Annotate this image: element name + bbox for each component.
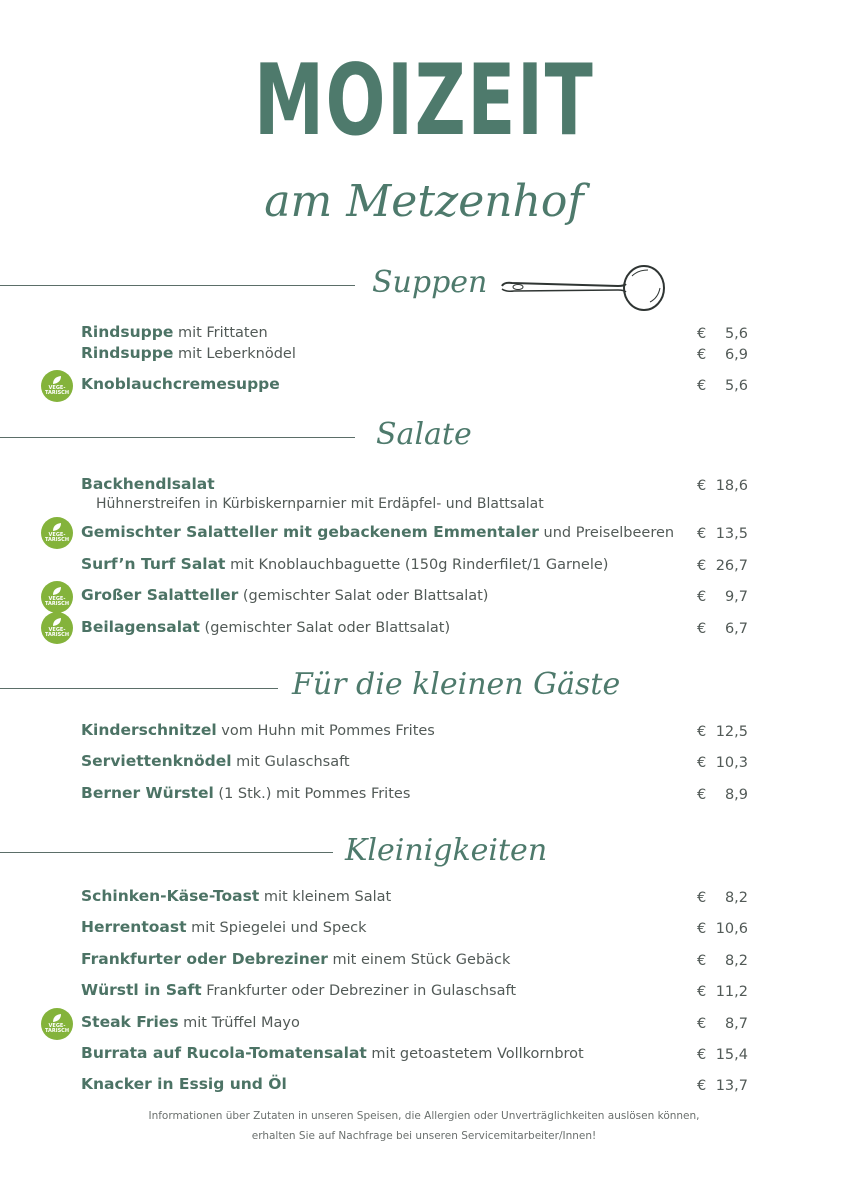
vegetarian-badge-icon	[41, 517, 73, 549]
menu-item-name: Steak Fries	[81, 1013, 179, 1031]
menu-item	[81, 325, 268, 341]
menu-item-description: (gemischter Salat oder Blattsalat)	[238, 588, 489, 604]
menu-item-name: Schinken-Käse-Toast	[81, 887, 260, 905]
menu-item	[81, 620, 450, 636]
currency-symbol: €	[697, 326, 707, 342]
currency-symbol: €	[697, 724, 707, 740]
currency-symbol: €	[697, 1016, 707, 1032]
menu-item	[81, 983, 516, 999]
menu-item-price: 8,9	[724, 787, 748, 803]
menu-item-description: mit Leberknödel	[173, 346, 296, 362]
vegetarian-badge-text: TARISCH	[44, 390, 70, 396]
section-divider	[0, 688, 278, 689]
vegetarian-badge-icon	[41, 581, 73, 613]
menu-item-price: 5,6	[724, 326, 748, 342]
menu-item-name: Knoblauchcremesuppe	[81, 375, 280, 393]
menu-item-price: 11,2	[715, 984, 748, 1000]
vegetarian-badge-text: VEGE-	[48, 596, 66, 602]
menu-item	[81, 588, 488, 604]
section-title-kinder: Für die kleinen Gäste	[292, 667, 621, 702]
menu-item-name: Burrata auf Rucola-Tomatensalat	[81, 1044, 367, 1062]
vegetarian-badge-text: TARISCH	[44, 601, 70, 607]
menu-item-price: 6,9	[724, 347, 748, 363]
menu-item-subtext: Hühnerstreifen in Kürbiskernparnier mit Erdäpfel- und Blattsalat	[96, 496, 544, 512]
menu-item-price: 10,3	[715, 755, 748, 771]
section-divider	[0, 852, 333, 853]
menu-item-description: mit Gulaschsaft	[231, 754, 350, 770]
menu-item	[81, 477, 215, 493]
menu-item-name: Herrentoast	[81, 918, 187, 936]
currency-symbol: €	[697, 1047, 707, 1063]
menu-item-price: 8,2	[724, 953, 748, 969]
menu-item-description: (gemischter Salat oder Blattsalat)	[199, 620, 451, 636]
restaurant-title: MOIZEIT	[253, 44, 595, 158]
menu-item	[81, 786, 410, 802]
menu-item-description: mit Spiegelei und Speck	[186, 920, 367, 936]
allergen-note-line1: Informationen über Zutaten in unseren Speisen, die Allergien oder Unverträglichkeiten auslösen können,	[148, 1110, 700, 1122]
menu-item-price: 15,4	[715, 1047, 748, 1063]
vegetarian-badge-text: VEGE-	[48, 532, 66, 538]
section-title-suppen: Suppen	[372, 265, 488, 300]
section-title-salate: Salate	[376, 417, 472, 452]
menu-item-description: mit Knoblauchbaguette (150g Rinderfilet/1 Garnele)	[225, 557, 609, 573]
menu-item-description: mit Frittaten	[173, 325, 268, 341]
menu-item-name: Kinderschnitzel	[81, 721, 217, 739]
currency-symbol: €	[697, 953, 707, 969]
menu-item-name: Backhendlsalat	[81, 475, 215, 493]
menu-item	[81, 346, 296, 362]
menu-item	[81, 557, 608, 573]
leaf-icon	[52, 375, 62, 385]
menu-item	[81, 920, 367, 936]
vegetarian-badge-text: TARISCH	[44, 1028, 70, 1034]
menu-item-name: Gemischter Salatteller mit gebackenem Emmentaler	[81, 523, 539, 541]
menu-item-price: 12,5	[715, 724, 748, 740]
menu-item-name: Serviettenknödel	[81, 752, 232, 770]
menu-item-price: 18,6	[715, 478, 748, 494]
menu-item-description: mit einem Stück Gebäck	[327, 952, 511, 968]
currency-symbol: €	[697, 755, 707, 771]
menu-item-name: Frankfurter oder Debreziner	[81, 950, 328, 968]
allergen-note-line2: erhalten Sie auf Nachfrage bei unseren Servicemitarbeiter/Innen!	[251, 1130, 597, 1142]
menu-item	[81, 1015, 300, 1031]
menu-item-name: Beilagensalat	[81, 618, 200, 636]
menu-item-price: 26,7	[715, 558, 748, 574]
menu-item-description: mit getoastetem Vollkornbrot	[366, 1046, 584, 1062]
menu-item-description: mit Trüffel Mayo	[178, 1015, 300, 1031]
menu-item-description: (1 Stk.) mit Pommes Frites	[213, 786, 411, 802]
currency-symbol: €	[697, 921, 707, 937]
currency-symbol: €	[697, 347, 707, 363]
menu-item-name: Rindsuppe	[81, 344, 174, 362]
menu-item-name: Würstl in Saft	[81, 981, 202, 999]
menu-item	[81, 723, 435, 739]
currency-symbol: €	[697, 478, 707, 494]
menu-item-price: 9,7	[724, 589, 748, 605]
menu-item	[81, 889, 391, 905]
menu-item-price: 5,6	[724, 378, 748, 394]
menu-item-price: 10,6	[715, 921, 748, 937]
ladle-icon	[498, 262, 668, 314]
currency-symbol: €	[697, 787, 707, 803]
section-divider	[0, 437, 355, 438]
vegetarian-badge-icon	[41, 370, 73, 402]
menu-item-price: 8,7	[724, 1016, 748, 1032]
currency-symbol: €	[697, 378, 707, 394]
currency-symbol: €	[697, 984, 707, 1000]
leaf-icon	[52, 1013, 62, 1023]
menu-item-price: 6,7	[724, 621, 748, 637]
currency-symbol: €	[697, 1078, 707, 1094]
menu-item-name: Knacker in Essig und Öl	[81, 1075, 287, 1093]
menu-item	[81, 754, 350, 770]
menu-item	[81, 952, 510, 968]
menu-item-name: Großer Salatteller	[81, 586, 239, 604]
currency-symbol: €	[697, 621, 707, 637]
menu-item	[81, 525, 674, 541]
vegetarian-badge-icon	[41, 1008, 73, 1040]
menu-item-description: Frankfurter oder Debreziner in Gulaschsaft	[201, 983, 517, 999]
menu-item-name: Surf’n Turf Salat	[81, 555, 226, 573]
menu-item-name: Rindsuppe	[81, 323, 174, 341]
vegetarian-badge-text: TARISCH	[44, 537, 70, 543]
vegetarian-badge-text: VEGE-	[48, 385, 66, 391]
currency-symbol: €	[697, 589, 707, 605]
menu-item	[81, 1077, 287, 1093]
vegetarian-badge-icon	[41, 612, 73, 644]
menu-item-price: 13,5	[715, 526, 748, 542]
currency-symbol: €	[697, 526, 707, 542]
menu-item-name: Berner Würstel	[81, 784, 214, 802]
currency-symbol: €	[697, 558, 707, 574]
menu-item-price: 13,7	[715, 1078, 748, 1094]
leaf-icon	[52, 522, 62, 532]
menu-item	[81, 377, 280, 393]
vegetarian-badge-text: VEGE-	[48, 1023, 66, 1029]
section-title-kleinigkeiten: Kleinigkeiten	[345, 833, 548, 868]
leaf-icon	[52, 586, 62, 596]
currency-symbol: €	[697, 890, 707, 906]
vegetarian-badge-text: TARISCH	[44, 632, 70, 638]
leaf-icon	[52, 617, 62, 627]
menu-item-description: und Preiselbeeren	[538, 525, 675, 541]
menu-item-price: 8,2	[724, 890, 748, 906]
restaurant-subtitle: am Metzenhof	[264, 176, 584, 227]
menu-item	[81, 1046, 584, 1062]
menu-item-description: mit kleinem Salat	[259, 889, 392, 905]
vegetarian-badge-text: VEGE-	[48, 627, 66, 633]
menu-item-description: vom Huhn mit Pommes Frites	[216, 723, 435, 739]
section-divider	[0, 285, 355, 286]
